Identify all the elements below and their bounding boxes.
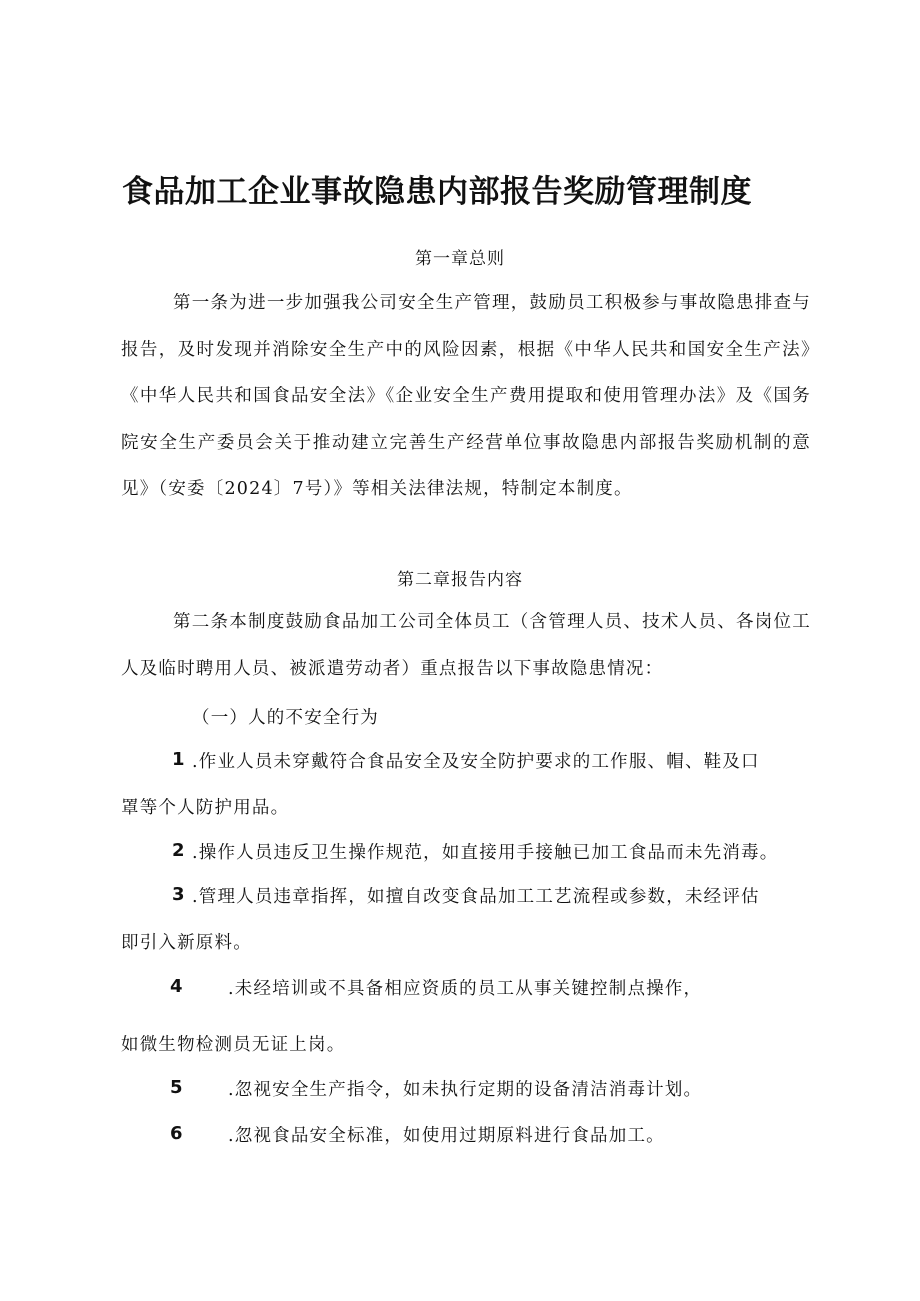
item-3-continuation: 即引入新原料。 xyxy=(121,933,252,953)
item-1-text: .作业人员未穿戴符合食品安全及安全防护要求的工作服、帽、鞋及口 xyxy=(192,752,760,772)
article-1-paragraph: 第一条为进一步加强我公司安全生产管理，鼓励员工积极参与事故隐患排查与报告，及时发现并消除安全生产中的风险因素，根据《中华人民共和国安全生产法》《中华人民共和国食品安全法》《企业安全生产费用提取和使用管理办法》及《国务院安全生产委员会关于推动建立完善生产经营单位事故隐患内部报告奖励机制的意见》（安委〔2024〕7号）》等相关法律法规，特制定本制度。 xyxy=(121,293,811,499)
item-4-continuation: 如微生物检测员无证上岗。 xyxy=(121,1035,346,1055)
item-4-text: .未经培训或不具备相应资质的员工从事关键控制点操作， xyxy=(228,979,703,999)
article-2-paragraph: 第二条本制度鼓励食品加工公司全体员工（含管理人员、技术人员、各岗位工人及临时聘用人员、被派遣劳动者）重点报告以下事故隐患情况： xyxy=(121,612,811,679)
item-1-number: 1 xyxy=(172,749,185,770)
chapter-1-heading: 第一章总则 xyxy=(415,249,505,269)
item-6-number: 6 xyxy=(170,1123,183,1144)
item-1-continuation: 罩等个人防护用品。 xyxy=(121,798,290,818)
item-5-text: .忽视安全生产指令，如未执行定期的设备清洁消毒计划。 xyxy=(228,1080,703,1100)
document-title: 食品加工企业事故隐患内部报告奖励管理制度 xyxy=(122,174,752,210)
item-3-text: .管理人员违章指挥，如擅自改变食品加工工艺流程或参数，未经评估 xyxy=(192,887,760,907)
item-2-text: .操作人员违反卫生操作规范，如直接用手接触已加工食品而未先消毒。 xyxy=(192,843,779,863)
item-3-number: 3 xyxy=(172,884,185,905)
item-6-text: .忽视食品安全标准，如使用过期原料进行食品加工。 xyxy=(228,1126,665,1146)
item-5-number: 5 xyxy=(170,1077,183,1098)
item-2-number: 2 xyxy=(172,840,185,861)
chapter-2-heading: 第二章报告内容 xyxy=(397,570,523,590)
item-4-number: 4 xyxy=(170,976,183,997)
section-1-heading: （一）人的不安全行为 xyxy=(192,708,379,728)
